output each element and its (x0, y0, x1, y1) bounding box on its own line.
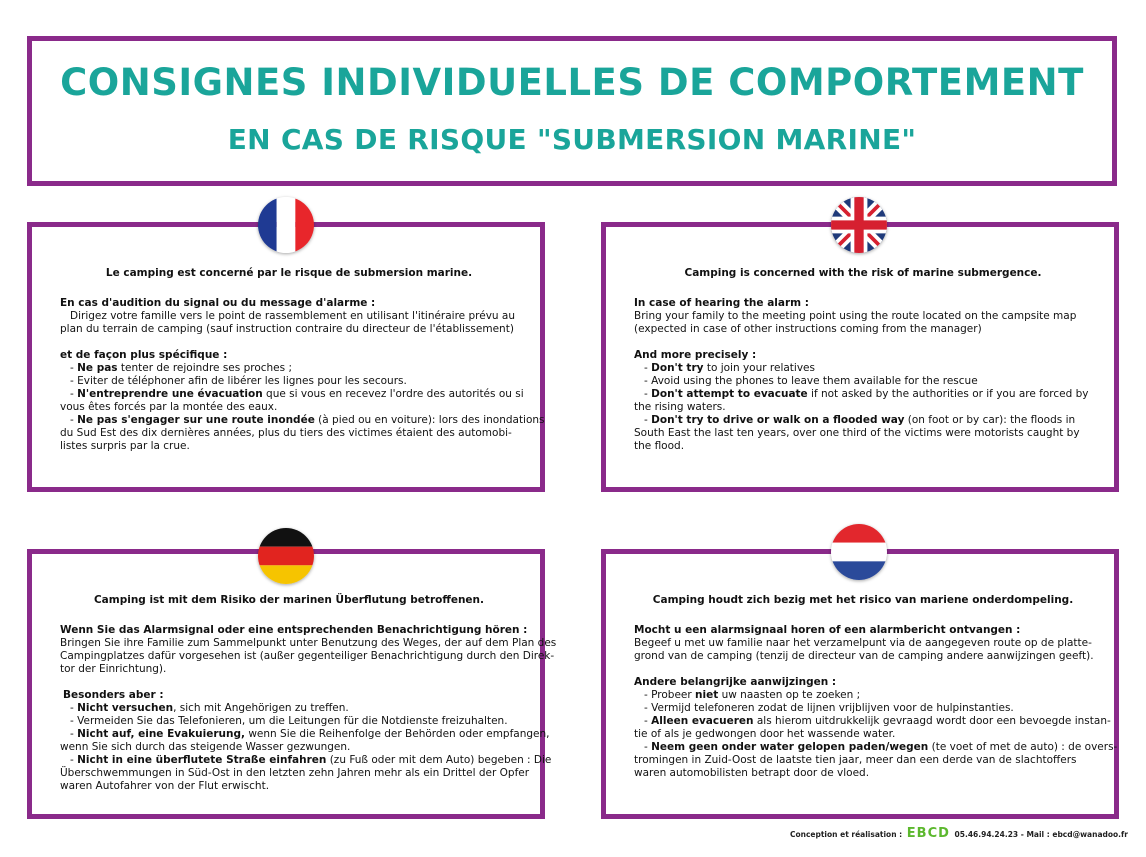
english-heading-specific: And more precisely : (634, 349, 757, 361)
german-flag-icon (258, 528, 314, 584)
panel-german (27, 549, 557, 819)
english-bullet-4-cont: South East the last ten years, over one third of the victims were motorists caught by (634, 427, 1080, 439)
german-para-line: tor der Einrichtung). (60, 663, 167, 675)
panel-french (27, 222, 545, 492)
german-bullet-4-cont: waren Autofahrer von der Flut erwischt. (60, 780, 270, 792)
german-bullet-1: - Nicht versuchen, sich mit Angehörigen zu treffen. (70, 702, 349, 714)
dutch-heading-alarm: Mocht u een alarmsignaal horen of een alarmbericht ontvangen : (634, 624, 1021, 636)
german-para-line: Bringen Sie ihre Familie zum Sammelpunkt unter Benutzung des Weges, der auf dem Plan des (60, 637, 557, 649)
english-instructions (634, 267, 1092, 453)
english-bullet-3-cont: the rising waters. (634, 401, 726, 413)
english-bullet-4-cont: the flood. (634, 440, 685, 452)
french-intro: Le camping est concerné par le risque de submersion marine. (105, 267, 473, 279)
dutch-para-line: Begeef u met uw familie naar het verzamelpunt via de aangegeven route op de platte- (634, 637, 1092, 649)
english-para-line: (expected in case of other instructions coming from the manager) (634, 323, 982, 335)
german-heading-specific: Besonders aber : (63, 689, 164, 701)
dutch-bullet-4-cont: waren automobilisten betrapt door de vloed. (634, 767, 870, 779)
french-para-line: Dirigez votre famille vers le point de rassemblement en utilisant l'itinéraire prévu au (70, 310, 515, 322)
uk-flag-icon (831, 197, 887, 253)
footer-contact: 05.46.94.24.23 - Mail : ebcd@wanadoo.fr (954, 830, 1128, 839)
french-bullet-4-cont: du Sud Est des dix dernières années, plus du tiers des victimes étaient des automobi- (60, 427, 512, 439)
dutch-bullet-1: - Probeer niet uw naasten op te zoeken ; (644, 689, 861, 701)
french-bullet-3-cont: vous êtes forcés par la montée des eaux. (60, 401, 278, 413)
dutch-para-line: grond van de camping (tenzij de directeur van de camping andere aanwijzingen geeft). (634, 650, 1094, 662)
english-bullet-2: - Avoid using the phones to leave them available for the rescue (644, 375, 978, 387)
german-para-line: Campingplatzes dafür vorgesehen ist (außer gegenteiliger Benachrichtigung durch den Direk- (60, 650, 555, 662)
french-bullet-2: - Eviter de téléphoner afin de libérer les lignes pour les secours. (70, 375, 407, 387)
dutch-bullet-4: - Neem geen onder water gelopen paden/wegen (te voet of met de auto) : de overs- (644, 741, 1118, 753)
english-intro: Camping is concerned with the risk of marine submergence. (684, 267, 1042, 279)
german-instructions (60, 594, 557, 793)
panel-dutch (601, 549, 1119, 819)
german-bullet-2: - Vermeiden Sie das Telefonieren, um die Leitungen für die Notdienste freizuhalten. (70, 715, 508, 727)
german-bullet-3-cont: wenn Sie sich durch das steigende Wasser gezwungen. (60, 741, 351, 753)
english-bullet-3: - Don't attempt to evacuate if not asked by the authorities or if you are forced by (644, 388, 1089, 400)
french-bullet-1: - Ne pas tenter de rejoindre ses proches ; (70, 362, 292, 374)
german-bullet-3: - Nicht auf, eine Evakuierung, wenn Sie die Reihenfolge der Behörden oder empfangen, (70, 728, 550, 740)
footer-credit (790, 826, 1128, 841)
dutch-instructions (634, 594, 1118, 780)
english-bullet-1: - Don't try to join your relatives (644, 362, 815, 374)
footer-label: Conception et réalisation : (789, 830, 903, 839)
german-heading-alarm: Wenn Sie das Alarmsignal oder eine entsprechenden Benachrichtigung hören : (60, 624, 528, 636)
german-bullet-4: - Nicht in eine überflutete Straße einfahren (zu Fuß oder mit dem Auto) begeben : Die (70, 754, 552, 766)
dutch-intro: Camping houdt zich bezig met het risico van mariene onderdompeling. (652, 594, 1074, 606)
dutch-bullet-3: - Alleen evacueren als hierom uitdrukkelijk gevraagd wordt door een bevoegde instan- (644, 715, 1111, 727)
french-instructions (60, 267, 545, 453)
german-intro: Camping ist mit dem Risiko der marinen Überflutung betroffenen. (93, 594, 485, 606)
dutch-bullet-2: - Vermijd telefoneren zodat de lijnen vrijblijven voor de hulpinstanties. (644, 702, 1014, 714)
french-para-line: plan du terrain de camping (sauf instruction contraire du directeur de l'établissement) (60, 323, 514, 335)
dutch-bullet-3-cont: tie of als je gedwongen door het wassende water. (634, 728, 896, 740)
header-frame (27, 36, 1117, 186)
dutch-heading-specific: Andere belangrijke aanwijzingen : (634, 676, 837, 688)
french-flag-icon (258, 197, 314, 253)
english-para-line: Bring your family to the meeting point using the route located on the campsite map (634, 310, 1077, 322)
page-title: CONSIGNES INDIVIDUELLES DE COMPORTEMENT (60, 61, 1084, 104)
french-heading-alarm: En cas d'audition du signal ou du message d'alarme : (60, 297, 376, 309)
german-bullet-4-cont: Überschwemmungen in Süd-Ost in den letzten zehn Jahren mehr als ein Drittel der Opfer (60, 767, 530, 779)
panel-english (601, 222, 1119, 492)
dutch-flag-icon (831, 524, 887, 580)
ebcd-logo: EBCD (906, 826, 950, 841)
dutch-bullet-4-cont: tromingen in Zuid-Oost de laatste tien jaar, meer dan een derde van de slachtoffers (634, 754, 1077, 766)
french-bullet-3: - N'entreprendre une évacuation que si vous en recevez l'ordre des autorités ou si (70, 388, 524, 400)
page-subtitle: EN CAS DE RISQUE "SUBMERSION MARINE" (227, 123, 917, 156)
french-heading-specific: et de façon plus spécifique : (60, 349, 228, 361)
french-bullet-4-cont: listes surpris par la crue. (60, 440, 190, 452)
english-bullet-4: - Don't try to drive or walk on a flooded way (on foot or by car): the floods in (644, 414, 1076, 426)
english-heading-alarm: In case of hearing the alarm : (634, 297, 809, 309)
french-bullet-4: - Ne pas s'engager sur une route inondée (à pied ou en voiture): lors des inondations (70, 414, 545, 426)
